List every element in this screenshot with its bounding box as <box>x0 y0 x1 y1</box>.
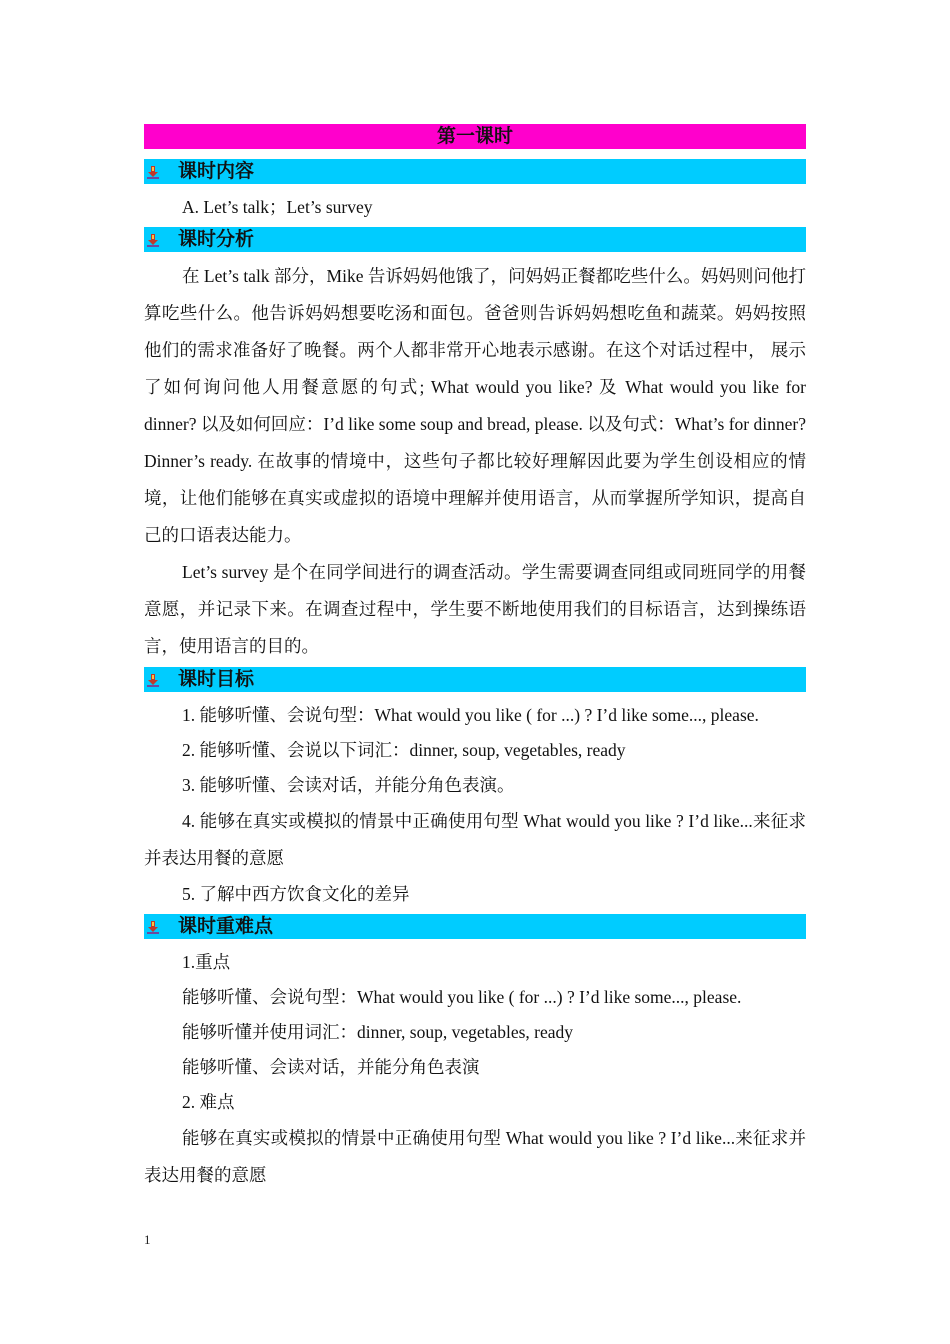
objective-item: 1. 能够听懂、会说句型：What would you like ( for ...) ? I’d like some..., please. <box>182 705 759 725</box>
download-arrow-icon <box>146 165 160 179</box>
analysis-paragraph: Let’s survey 是个在同学间进行的调查活动。学生需要调查同组或同班同学的用餐意愿，并记录下来。在调查过程中，学生要不断地使用我们的目标语言，达到操练语言，使用语言的目的。 <box>144 562 806 656</box>
objective-item: 3. 能够听懂、会读对话，并能分角色表演。 <box>182 775 515 795</box>
page-number: 1 <box>144 1232 151 1247</box>
lesson-title: 第一课时 <box>144 124 806 149</box>
document-page <box>144 124 806 1194</box>
section-heading-content <box>144 159 806 184</box>
key-point-line: 2. 难点 <box>182 1092 235 1112</box>
section-heading-text: 课时内容 <box>178 161 255 182</box>
section-heading-key-points <box>144 914 806 939</box>
key-point-line: 能够在真实或模拟的情景中正确使用句型 What would you like ? I’d like...来征求并表达用餐的意愿 <box>144 1128 806 1185</box>
key-point-line: 能够听懂、会读对话，并能分角色表演 <box>182 1057 480 1077</box>
objective-item: 5. 了解中西方饮食文化的差异 <box>182 884 410 904</box>
section-heading-text: 课时重难点 <box>178 916 274 937</box>
section-heading-text: 课时分析 <box>178 229 255 250</box>
download-arrow-icon <box>146 233 160 247</box>
download-arrow-icon <box>146 673 160 687</box>
download-arrow-icon <box>146 920 160 934</box>
content-text: A. Let’s talk；Let’s survey <box>182 197 373 217</box>
key-point-line: 1.重点 <box>182 952 231 972</box>
section-heading-analysis <box>144 227 806 252</box>
objective-item: 4. 能够在真实或模拟的情景中正确使用句型 What would you like ? I’d like...来征求并表达用餐的意愿 <box>144 811 806 868</box>
objective-item: 2. 能够听懂、会说以下词汇：dinner, soup, vegetables, ready <box>182 740 626 760</box>
section-heading-objectives <box>144 667 806 692</box>
key-point-line: 能够听懂并使用词汇：dinner, soup, vegetables, ready <box>182 1022 574 1042</box>
key-point-line: 能够听懂、会说句型：What would you like ( for ...) ? I’d like some..., please. <box>182 987 742 1007</box>
analysis-paragraph: 在 Let’s talk 部分，Mike 告诉妈妈他饿了，问妈妈正餐都吃些什么。妈妈则问他打算吃些什么。他告诉妈妈想要吃汤和面包。爸爸则告诉妈妈想吃鱼和蔬菜。妈妈按照他们的需求准备好了晚餐。两个人都非常开心地表示感谢。在这个对话过程中， 展示了如何询问他人用餐意愿的句式; What would you like? 及 What would you like for dinner? 以及如何回应：I’d like some soup and bread, please. 以及句式：What’s for dinner? Dinner’s ready. 在故事的情境中，这些句子都比较好理解因此要为学生创设相应的情境，让他们能够在真实或虚拟的语境中理解并使用语言，从而掌握所学知识，提高自己的口语表达能力。 <box>144 266 806 545</box>
section-heading-text: 课时目标 <box>178 669 255 690</box>
